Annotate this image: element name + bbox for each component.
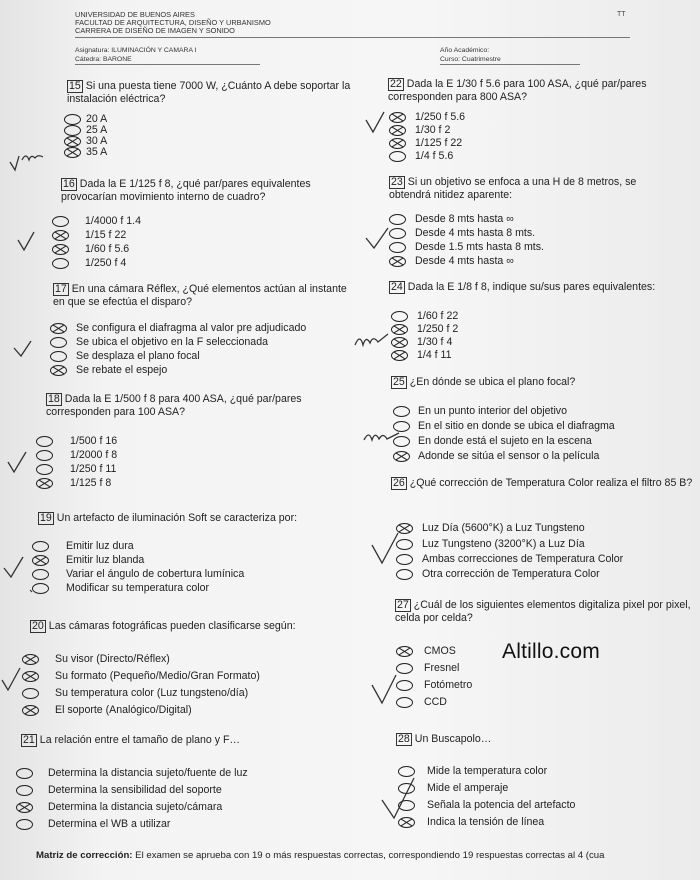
- footer-label: Matriz de corrección:: [36, 850, 133, 861]
- check-mark-icon: [366, 112, 384, 132]
- chair-label: Cátedra: BARONE: [75, 56, 132, 63]
- check-mark-icon: [10, 156, 19, 170]
- question-number: 20: [32, 620, 44, 632]
- question-text: Dada la E 1/30 f 5.6 para 100 ASA, ¿qué par/pares corresponden para 800 ASA?: [388, 78, 647, 103]
- question-number: 28: [398, 733, 410, 745]
- exam-sheet: UNIVERSIDAD DE BUENOS AIRES FACULTAD DE ARQUITECTURA, DISEÑO Y URBANISMO CARRERA DE DISEÑO DE IMAGEN Y SONIDO TT Asignatura: ILUMINACIÓN Y CAMARA I Cátedra: BARONE Año Académico: Curso: Cuatrimestre 15 Si una puesta tiene 7000 W, ¿Cuánto A debe soportar la instalación eléctrica? 20 A 25 A 30 A 35 A 16 Dada la E 1/125 f 8, ¿qué par/pares equivalentes provocarían movimiento interno de cuadro? 1/4000 f 1.4 1/15 f 22 1/60 f 5.6 1/250 f 4 17 En una cámara Réflex, ¿Qué elementos actúan al instante en que se efectúa el disparo? Se configura el diafragma al valor pre adjudicado Se ubica el objetivo en la F seleccionada Se desplaza el plano focal Se rebate el espejo 18 Dada la E 1/500 f 8 para 400 ASA, ¿qué par/pares corresponden para 100 ASA? 1/500 f 16 1/2000 f 8 1/250 f 11 1/125 f 8 19 Un artefacto de iluminación Soft se caracteriza por: Emitir luz dura Emitir luz blanda Variar el ángulo de cobertura lumínica Modificar su temperatura color 20 Las cámaras fotográficas pueden clasificarse según: Su visor (Directo/Réflex) Su formato (Pequeño/Medio/Gran Formato) Su temperatura color (Luz tungsteno/día) El soporte (Analógico/Digital) 21 La relación entre el tamaño de plano y F… Determina la distancia sujeto/fuente de luz Determina la sensibilidad del soporte Determina la distancia sujeto/cámara Determina el WB a utilizar 22 Dada la E 1/30 f 5.6 para 100 ASA, ¿qué par/pares corresponden para 800 ASA? 1/250 f 5.6 1/30 f 2 1/125 f 22 1/4 f 5.6 23 Si un objetivo se enfoca a una H de 8 metros, se obtendrá nitidez aparente: Desde 8 mts hasta ∞ Desde 4 mts hasta 8 mts. Desde 1.5 mts hasta 8 mts. Desde 4 mts hasta ∞ 24 Dada la E 1/8 f 8, indique su/sus pares equivalentes: 1/60 f 22 1/250 f 2 1/30 f 4 1/4 f 11 25 ¿En dónde se ubica el plano focal? En un punto interior del objetivo En el sitio en donde se ubica el diafragma En donde está el sujeto en la escena Adonde se sitúa el sensor o la película 26 ¿Qué corrección de Temperatura Color realiza el filtro 85 B? Luz Día (5600°K) a Luz Tungsteno Luz Tungsteno (3200°K) a Luz Día Ambas correcciones de Temperatura Color Otra corrección de Temperatura Color 27 ¿Cuál de los siguientes elementos digitaliza pixel por pixel, celda por celda? CMOS Fresnel Fotómetro CCD 28 Un Buscapolo… Mide la temperatura color Mide el amperaje Señala la potencia del artefacto Indica la tensión de línea Altillo.com Matriz de corrección: El examen se aprueba con 19 o más respuestas correctas, correspondiendo 19 respuestas correctas al 4 (cua: [0, 0, 700, 880]
- question-number: 26: [393, 477, 405, 489]
- question-number: 17: [55, 283, 67, 295]
- check-mark-icon: [8, 452, 26, 472]
- question-text: Dada la E 1/500 f 8 para 400 ASA, ¿qué par/pares corresponden para 100 ASA?: [46, 393, 302, 418]
- check-mark-icon: [382, 778, 414, 818]
- question-number: 27: [397, 599, 409, 611]
- question-text: ¿Cuál de los siguientes elementos digitaliza pixel por pixel, celda por celda?: [395, 599, 691, 624]
- question-text: Un Buscapolo…: [414, 733, 492, 745]
- check-mark-icon: [372, 675, 396, 703]
- university-name: UNIVERSIDAD DE BUENOS AIRES: [75, 10, 195, 19]
- question-text: Las cámaras fotográficas pueden clasificarse según:: [48, 620, 296, 632]
- career-name: CARRERA DE DISEÑO DE IMAGEN Y SONIDO: [75, 26, 235, 35]
- question-number: 22: [390, 78, 402, 90]
- check-mark-icon: [14, 341, 31, 356]
- check-mark-icon: [366, 228, 388, 248]
- initials-mark-icon: [364, 433, 399, 440]
- year-label: Año Académico:: [440, 47, 490, 54]
- question-number: 19: [40, 512, 52, 524]
- initials-mark-icon: [22, 156, 43, 160]
- question-number: 23: [391, 176, 403, 188]
- check-mark-icon: [372, 533, 398, 563]
- footer: [36, 850, 604, 861]
- question-number: 16: [63, 178, 75, 190]
- question-text: La relación entre el tamaño de plano y F…: [39, 734, 241, 746]
- question-text: Un artefacto de iluminación Soft se caracteriza por:: [56, 512, 298, 524]
- question-text: ¿En dónde se ubica el plano focal?: [409, 376, 576, 388]
- question-text: Dada la E 1/125 f 8, ¿qué par/pares equivalentes provocarían movimiento interno de cuadro?: [61, 178, 311, 203]
- tt-label: TT: [617, 11, 626, 18]
- question-number: 15: [69, 80, 81, 92]
- check-mark-icon: [2, 668, 20, 690]
- question-text: En una cámara Réflex, ¿Qué elementos actúan al instante en que se efectúa el disparo?: [53, 283, 347, 308]
- subject-label: Asignatura: ILUMINACIÓN Y CAMARA I: [75, 47, 197, 54]
- check-mark-icon: [4, 557, 23, 577]
- question-text: Dada la E 1/8 f 8, indique su/sus pares equivalentes:: [407, 281, 656, 293]
- initials-mark-icon: [355, 334, 388, 345]
- pen-dot-icon: [30, 590, 32, 592]
- question-number: 25: [393, 376, 405, 388]
- course-label: Curso: Cuatrimestre: [440, 56, 501, 63]
- faculty-name: FACULTAD DE ARQUITECTURA, DISEÑO Y URBANISMO: [75, 18, 271, 27]
- question-number: 21: [23, 734, 35, 746]
- footer-text: El examen se aprueba con 19 o más respuestas correctas, correspondiendo 19 respuestas correctas al 4 (cua: [135, 850, 605, 861]
- question-number: 24: [391, 281, 403, 293]
- question-text: ¿Qué corrección de Temperatura Color realiza el filtro 85 B?: [409, 477, 693, 489]
- question-text: Si un objetivo se enfoca a una H de 8 metros, se obtendrá nitidez aparente:: [389, 176, 637, 201]
- question-number: 18: [48, 393, 60, 405]
- check-mark-icon: [18, 232, 34, 250]
- watermark: Altillo.com: [502, 640, 600, 663]
- question-text: Si una puesta tiene 7000 W, ¿Cuánto A debe soportar la instalación eléctrica?: [67, 80, 351, 105]
